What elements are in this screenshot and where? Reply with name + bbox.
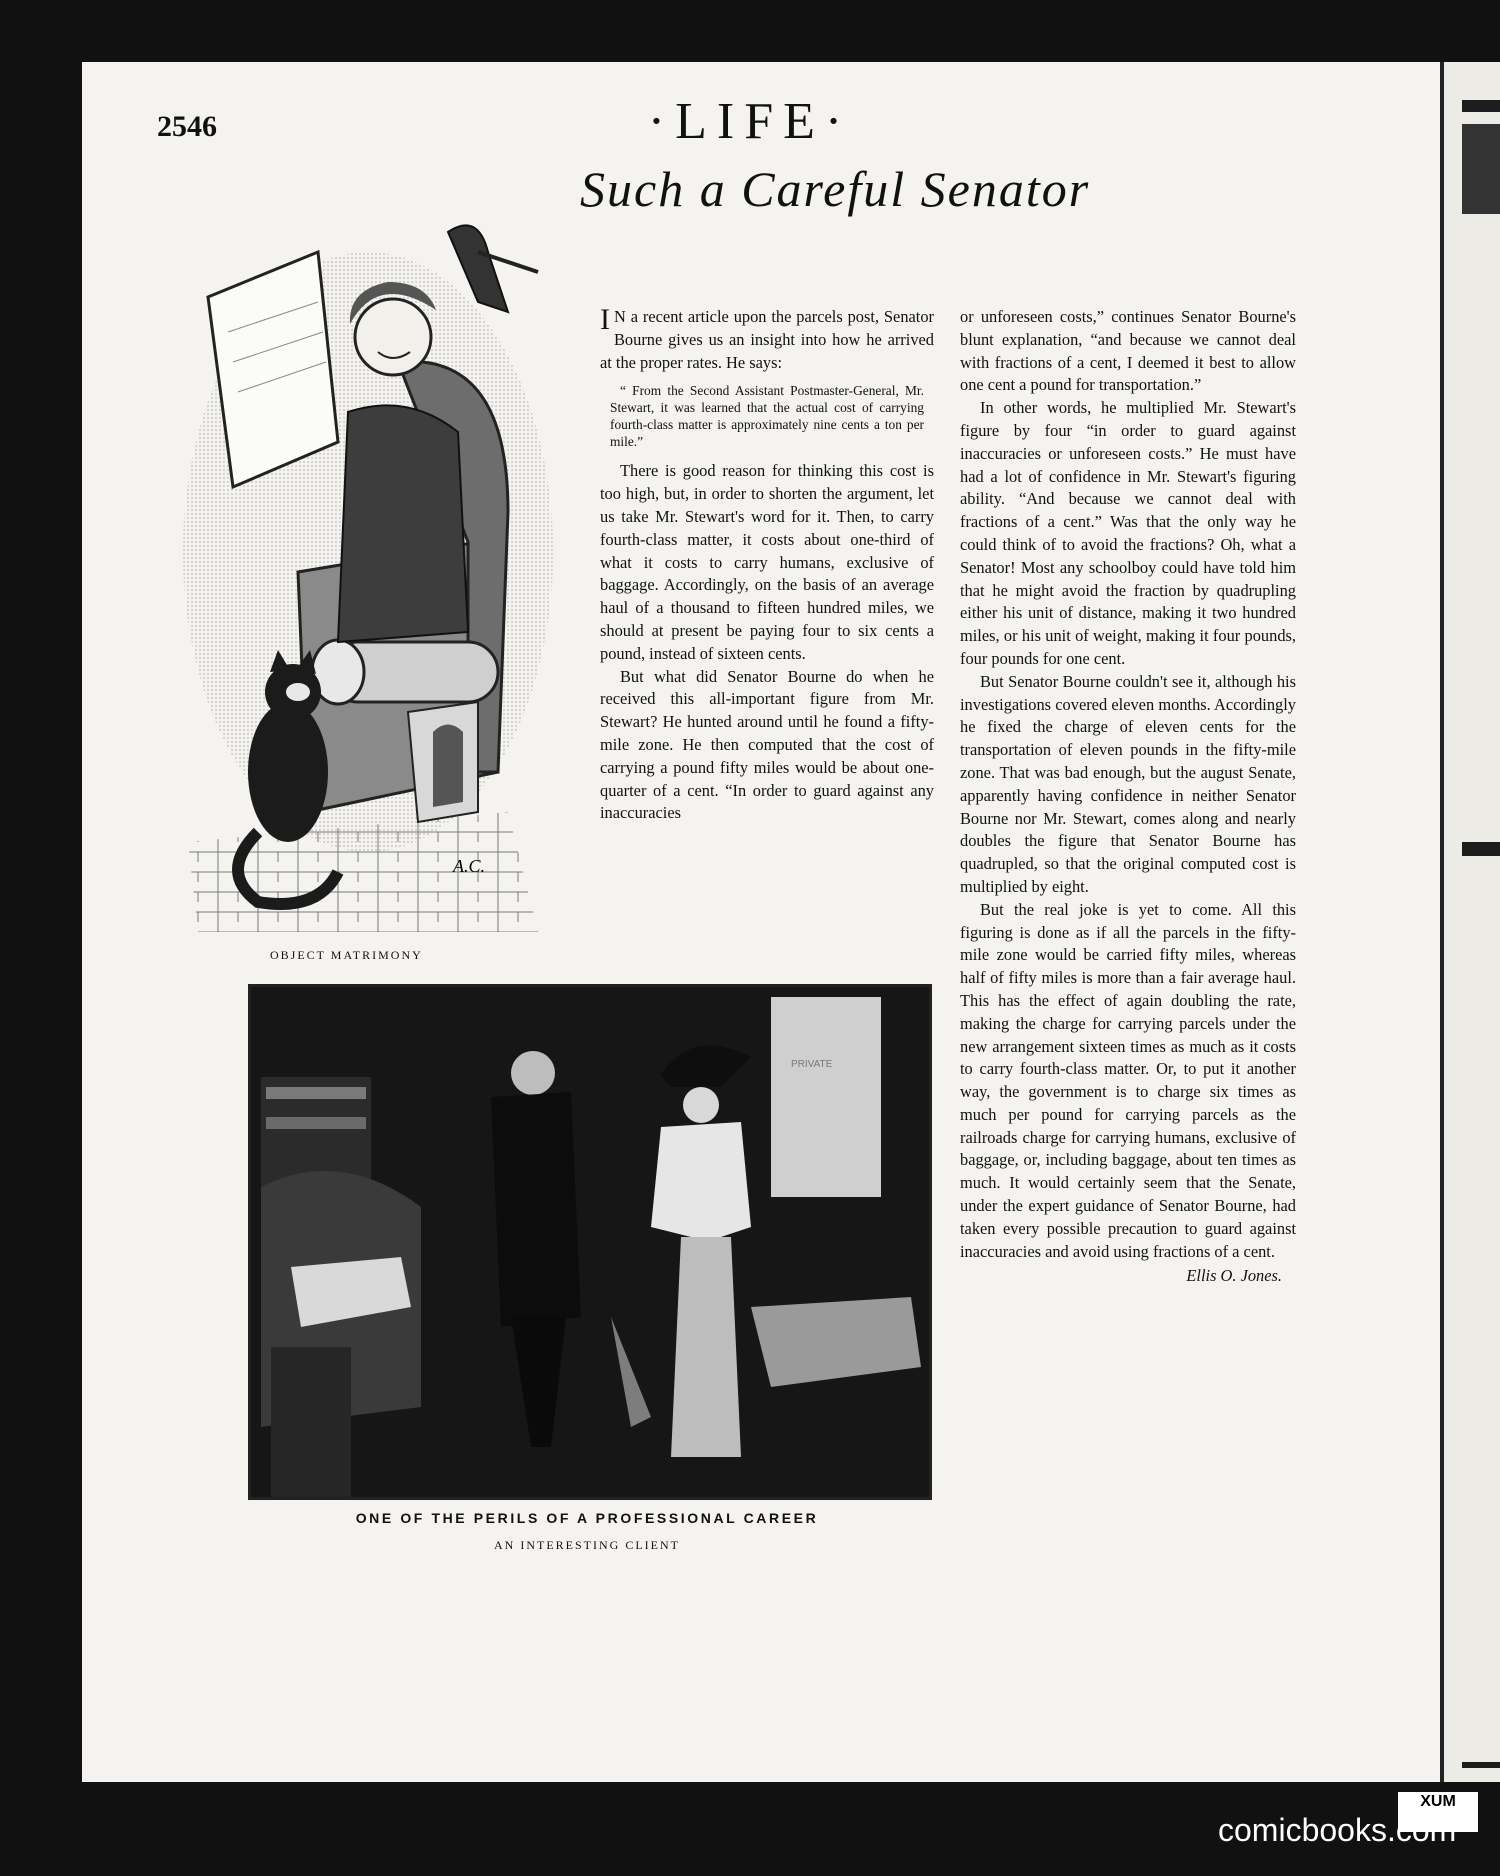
- adjacent-page-edge: [1440, 62, 1500, 1782]
- article-paragraph: But what did Senator Bourne do when he received this all-important figure from Mr. Stewart? He hunted around until he found a fifty-mile zone. He then computed that the cost of carrying a pound fifty miles would be about one-quarter of a cent. “In order to guard against any inaccuracies: [600, 666, 934, 823]
- article-paragraph: But Senator Bourne couldn't see it, although his investigations covered eleven months. Accordingly he fixed the charge of eleven cents for the transportation of eleven pounds in the fifty-mile zone. That was bad enough, but the august Senate, apparently having confidence in neither Senator Bourne nor Mr. Stewart, comes along and nearly doubles the figure that Senator Bourne has quadrupled, so that the original computed cost is multiplied by eight.: [960, 671, 1296, 896]
- article-column-1: [600, 303, 934, 825]
- article-title: Such a Careful Senator: [580, 161, 1091, 217]
- article-paragraph: or unforeseen costs,” continues Senator Bourne's blunt explanation, “and because we cannot deal with fractions of a cent, I deemed it best to allow one cent a pound for transportation.”: [960, 307, 1296, 395]
- photo-caption: ONE OF THE PERILS OF A PROFESSIONAL CAREER: [355, 1510, 819, 1526]
- article-paragraph: But the real joke is yet to come. All this figuring is done as if all the parcels in the fifty-mile zone would be carried fifty miles, whereas half of fifty miles is more than a fair average haul. This has the effect of again doubling the rate, making the charge for carrying parcels under the new arrangement sixteen times as much as it costs to carry fourth-class matter. Or, to put it another way, the government is to charge six times as much per pound for carrying parcels as the railroads charge for carrying humans, exclusive of baggage, or, including baggage, about ten times as much. It would certainly seem that the Senate, under the expert guidance of Senator Bourne, had taken every possible precaution to guard against inaccuracies and avoid using fractions of a cent.: [960, 899, 1296, 1261]
- page-number: 2546: [157, 110, 217, 143]
- article-paragraph: There is good reason for thinking this cost is too high, but, in order to shorten the argument, let us take Mr. Stewart's word for it. Then, to carry fourth-class matter, it costs about one-third of what it costs to carry humans, exclusive of baggage. Accordingly, on the basis of an average haul of a thousand to fifteen hundred miles, we should at present be paying four to six cents a pound, instead of sixteen cents.: [600, 461, 934, 663]
- photo-subcaption: AN INTERESTING CLIENT: [494, 1538, 680, 1552]
- article-author: Ellis O. Jones.: [1186, 1266, 1282, 1286]
- watermark-xum-box: XUM: [1398, 1792, 1478, 1832]
- photo-professional-career: [248, 984, 932, 1500]
- article-lead-paragraph: I N a recent article upon the parcels post, Senator Bourne gives us an insight into how he arrived at the proper rates. He says:: [600, 303, 934, 372]
- watermark-site: comicbooks.com: [1218, 1812, 1457, 1848]
- illustration-object-matrimony: [178, 212, 558, 942]
- artist-signature: A.C.: [453, 856, 486, 876]
- block-quote: “ From the Second Assistant Postmaster-General, Mr. Stewart, it was learned that the actual cost of carrying fourth-class matter is approximately nine cents a ton per mile.”: [610, 383, 924, 450]
- masthead-life: ·LIFE·: [647, 93, 853, 150]
- article-paragraph: In other words, he multiplied Mr. Stewart's figure by four “in order to guard against inaccuracies or unforeseen costs.” He must have had a lot of confidence in Mr. Stewart's figuring ability. “And because we cannot deal with fractions of a cent.” Was that the only way he could think of to avoid the fractions? Oh, what a Senator! Most any schoolboy could have told him that he might avoid the fraction by quadrupling either his unit of distance, making it two hundred miles, or his unit of weight, making it four pounds, four pounds for one cent.: [960, 398, 1296, 668]
- article-column-2: [960, 306, 1296, 1288]
- illustration-caption: OBJECT MATRIMONY: [270, 948, 423, 962]
- drop-cap: I: [600, 303, 610, 336]
- door-text: PRIVATE: [791, 1059, 833, 1070]
